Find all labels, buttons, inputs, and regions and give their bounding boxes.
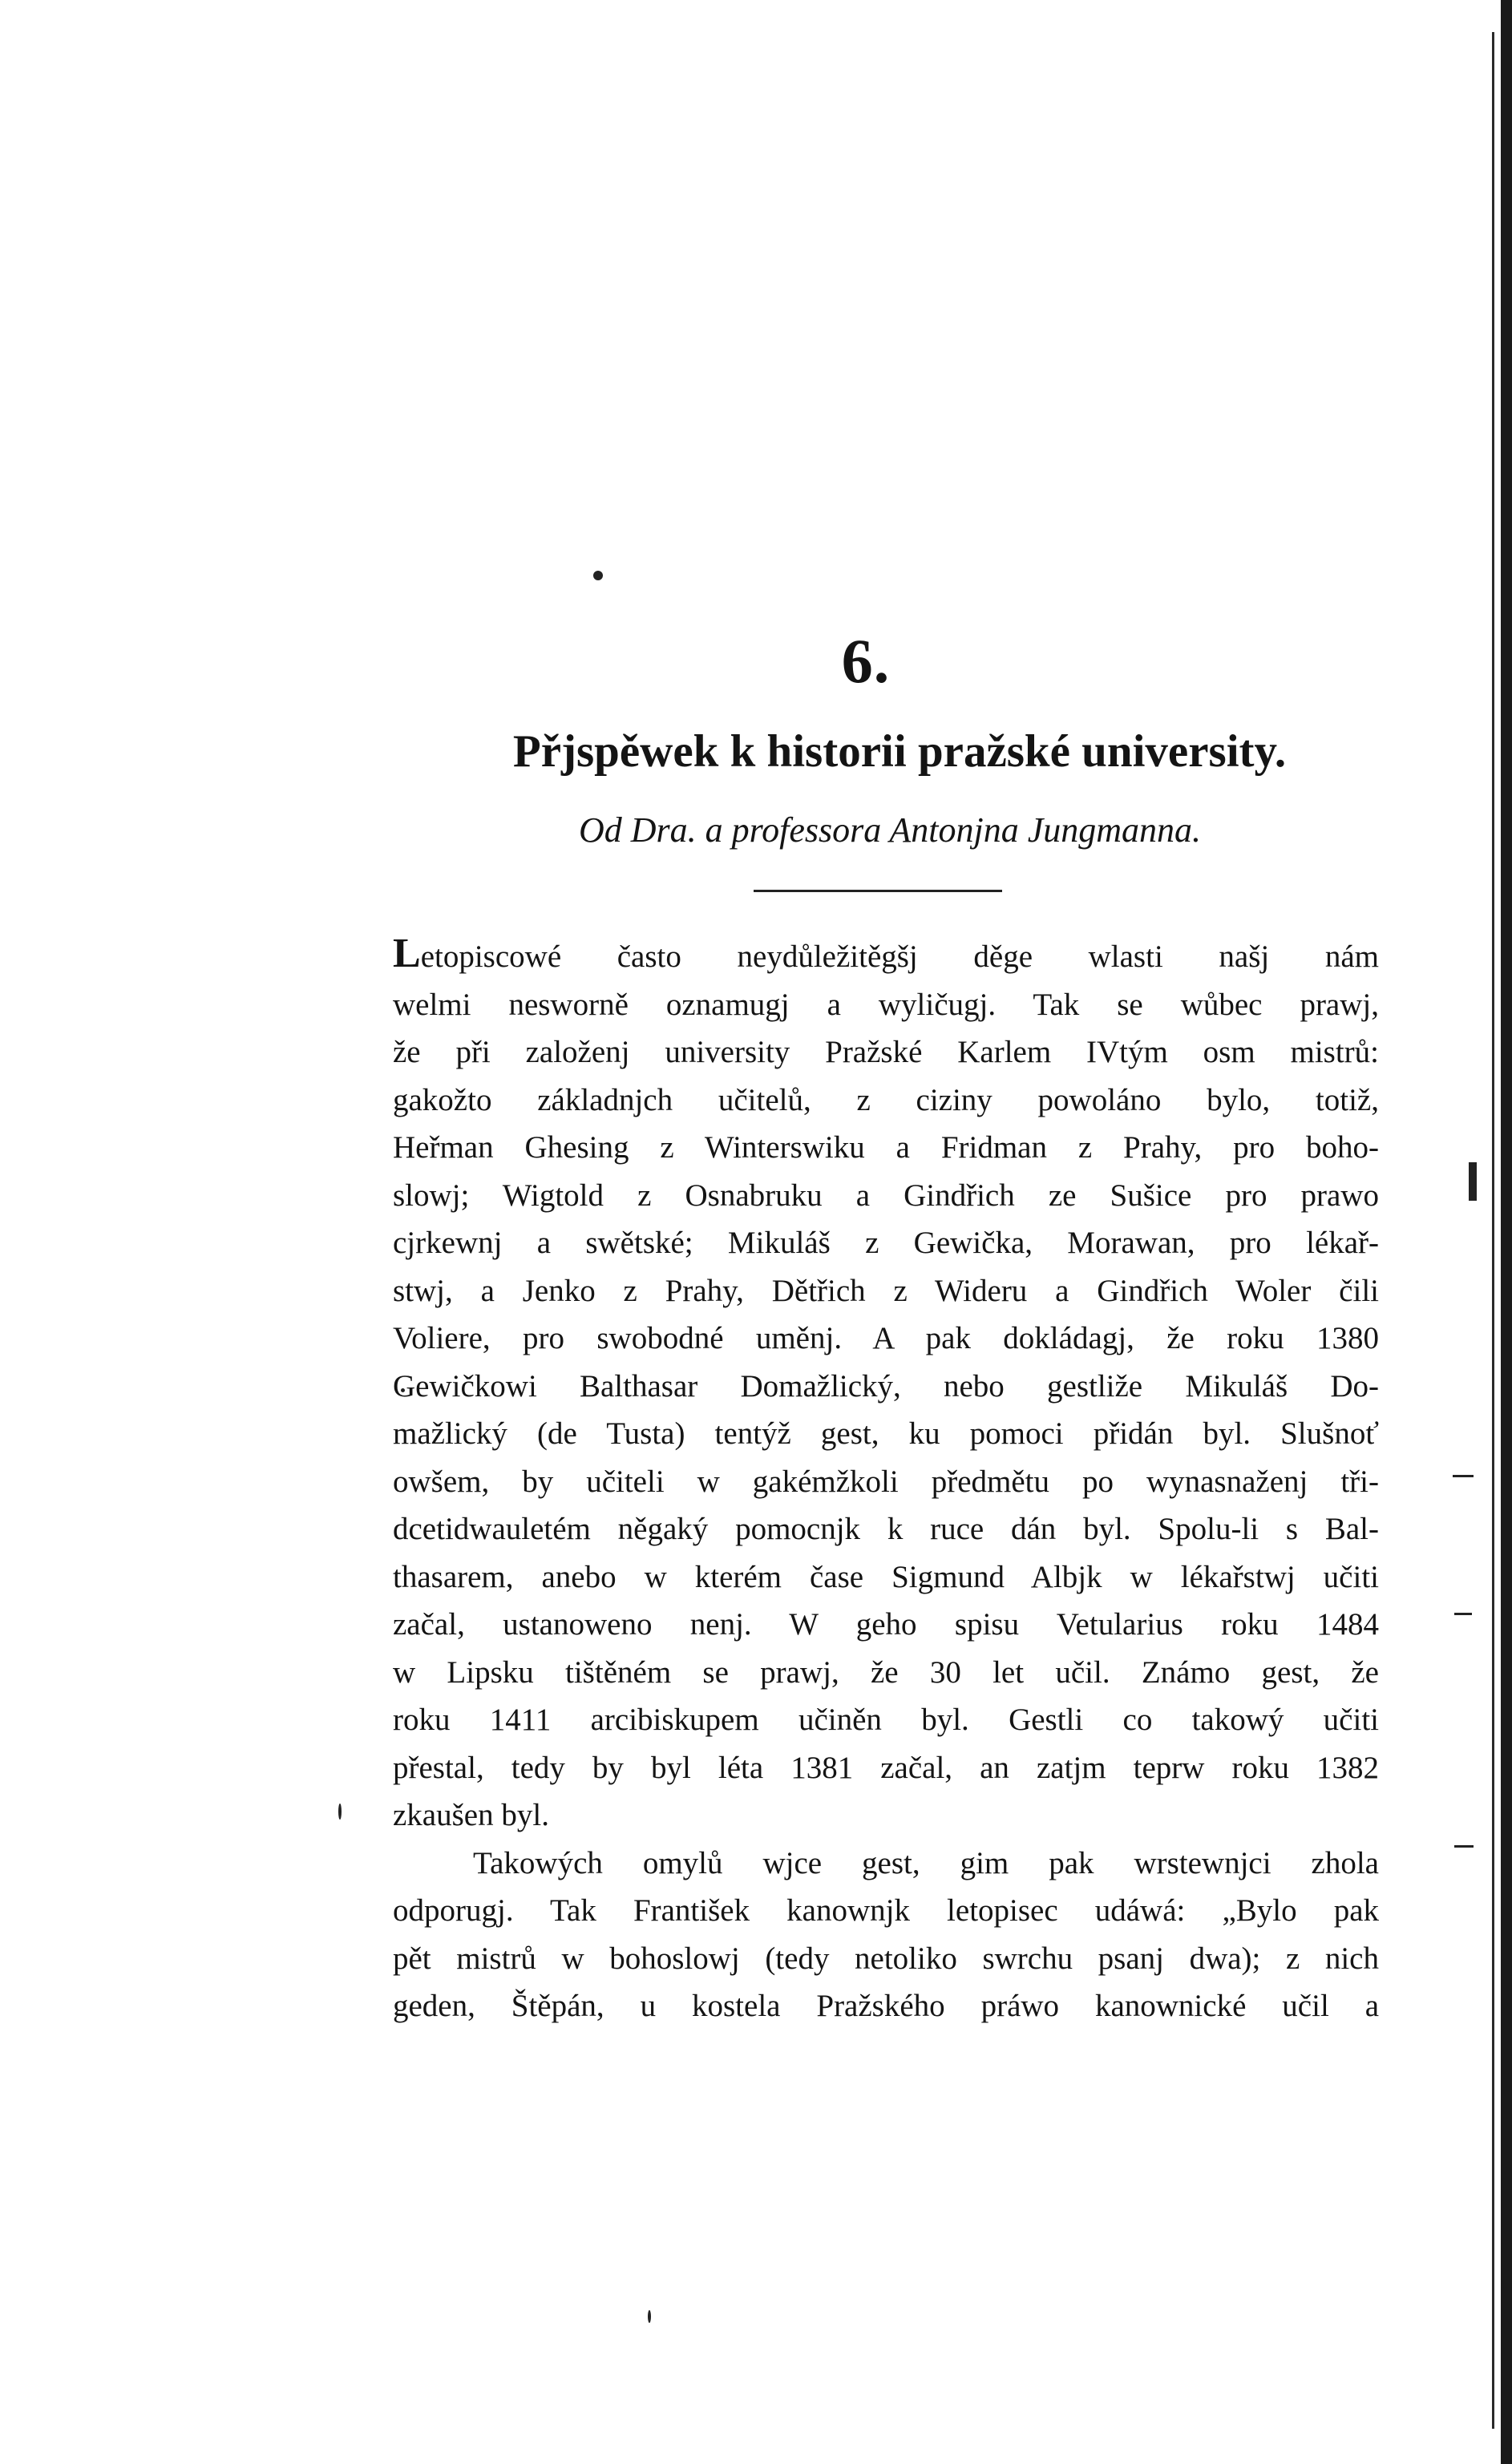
scan-speck: [1454, 1613, 1472, 1615]
drop-initial: L: [393, 931, 421, 976]
paragraph-line: odporugj. Tak František kanownjk letopisec udáwá: „Bylo pak: [393, 1893, 1379, 1928]
paragraph-line: stwj, a Jenko z Prahy, Dětřich z Wideru a Gindřich Woler čili: [393, 1273, 1379, 1308]
paragraph-line: w Lipsku tištěném se prawj, že 30 let učil. Známo gest, že: [393, 1654, 1379, 1690]
paragraph-line: přestal, tedy by byl léta 1381 začal, an zatjm teprw roku 1382: [393, 1750, 1379, 1785]
scan-speck: [1469, 1162, 1477, 1201]
paragraph-line: zkaušen byl.: [393, 1798, 549, 1832]
scan-dot: [593, 571, 603, 580]
scan-speck: [1453, 1475, 1474, 1477]
title-divider: [754, 890, 1002, 892]
paragraph-line: pět mistrů w bohoslowj (tedy netoliko swrchu psanj dwa); z nich: [393, 1941, 1379, 1976]
scan-dot: [338, 1804, 342, 1820]
scan-speck: [1454, 1845, 1474, 1848]
article-title: Přjspěwek k historii pražské university.: [512, 726, 1287, 777]
paragraph-line: Letopiscowé často neydůležitěgšj děge wlasti našj nám: [393, 931, 1379, 976]
paragraph-line: owšem, by učiteli w gakémžkoli předmětu po wynasnaženj tři-: [393, 1464, 1379, 1499]
body-text: [393, 930, 1379, 2030]
paragraph-line: Gewičkowi Balthasar Domažlický, nebo gestliže Mikuláš Do-: [393, 1368, 1379, 1404]
paragraph-line: mažlický (de Tusta) tentýž gest, ku pomoci přidán byl. Slušnoť: [393, 1416, 1379, 1451]
paragraph-line: dcetidwauletém něgaký pomocnjk k ruce dán byl. Spolu-li s Bal-: [393, 1512, 1379, 1546]
paragraph-line: geden, Štěpán, u kostela Pražského práwo kanownické učil a: [393, 1989, 1379, 2023]
paragraph-line: začal, ustanoweno nenj. W geho spisu Vetularius roku 1484: [393, 1607, 1379, 1642]
byline: Od Dra. a professora Antonjna Jungmanna.: [578, 810, 1202, 850]
chapter-number: 6.: [841, 626, 891, 696]
paragraph-line: Takowých omylů wjce gest, gim pak wrstewnjci zhola: [473, 1845, 1379, 1880]
paragraph-line: Voliere, pro swobodné uměnj. A pak dokládagj, že roku 1380: [393, 1321, 1379, 1355]
paragraph-line: že při založenj university Pražské Karlem IVtým osm mistrů:: [393, 1035, 1379, 1069]
scan-edge-line: [1492, 32, 1494, 2429]
paragraph-line: thasarem, anebo w kterém čase Sigmund Albjk w lékařstwj učiti: [393, 1559, 1379, 1594]
paragraph-line: cjrkewnj a swětské; Mikuláš z Gewička, Morawan, pro lékař-: [393, 1226, 1379, 1260]
paragraph-line: roku 1411 arcibiskupem učiněn byl. Gestli co takowý učiti: [393, 1703, 1379, 1737]
scan-dot: [648, 2310, 651, 2323]
paragraph-line: Heřman Ghesing z Winterswiku a Fridman z Prahy, pro boho-: [393, 1130, 1379, 1165]
paragraph-line: slowj; Wigtold z Osnabruku a Gindřich ze Sušice pro prawo: [393, 1177, 1379, 1213]
paragraph-line: welmi nesworně oznamugj a wyličugj. Tak se wůbec prawj,: [393, 987, 1379, 1022]
paragraph-line: gakožto základnjch učitelů, z ciziny powoláno bylo, totiž,: [393, 1082, 1379, 1117]
scan-binding-edge: [1501, 0, 1512, 2464]
